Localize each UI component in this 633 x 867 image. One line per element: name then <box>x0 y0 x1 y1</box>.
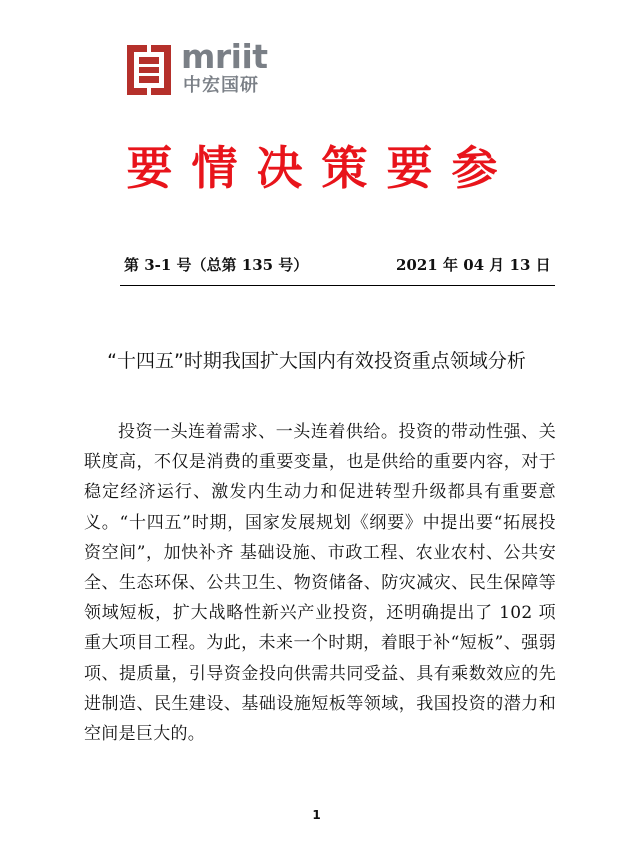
issue-date: 2021 年 04 月 13 日 <box>396 256 551 274</box>
issue-info <box>120 254 555 276</box>
publication-headline: 要情决策要参 <box>126 141 517 195</box>
logo-text-en: mriit <box>181 37 268 76</box>
logo-text-cn: 中宏国研 <box>183 75 259 96</box>
page-number: 1 <box>312 808 321 822</box>
header-divider <box>120 285 555 286</box>
article-body <box>84 417 556 749</box>
article-title: “十四五”时期我国扩大国内有效投资重点领域分析 <box>107 350 526 372</box>
brand-logo <box>127 39 277 99</box>
article-paragraph: 投资一头连着需求、一头连着供给。投资的带动性强、关联度高，不仅是消费的重要变量，也是供给的重要内容，对于稳定经济运行、激发内生动力和促进转型升级都具有重要意义。“十四五”时期，国家发展规划《纲要》中提出要“拓展投资空间”，加快补齐 基础设施、市政工程、农业农村、公共安全、生态环保、公共卫生、物资储备、防灾减灾、民生保障等领域短板，扩大战略性新兴产业投资，还明确提出了 102 项重大项目工程。为此，未来一个时期，着眼于补“短板”、强弱项、提质量，引导资金投向供需共同受益、具有乘数效应的先进制造、民生建设、基础设施短板等领域，我国投资的潜力和空间是巨大的。 <box>84 422 556 745</box>
mriit-logo-mark-icon <box>127 45 171 95</box>
issue-number: 第 3-1 号（总第 135 号） <box>124 256 309 274</box>
